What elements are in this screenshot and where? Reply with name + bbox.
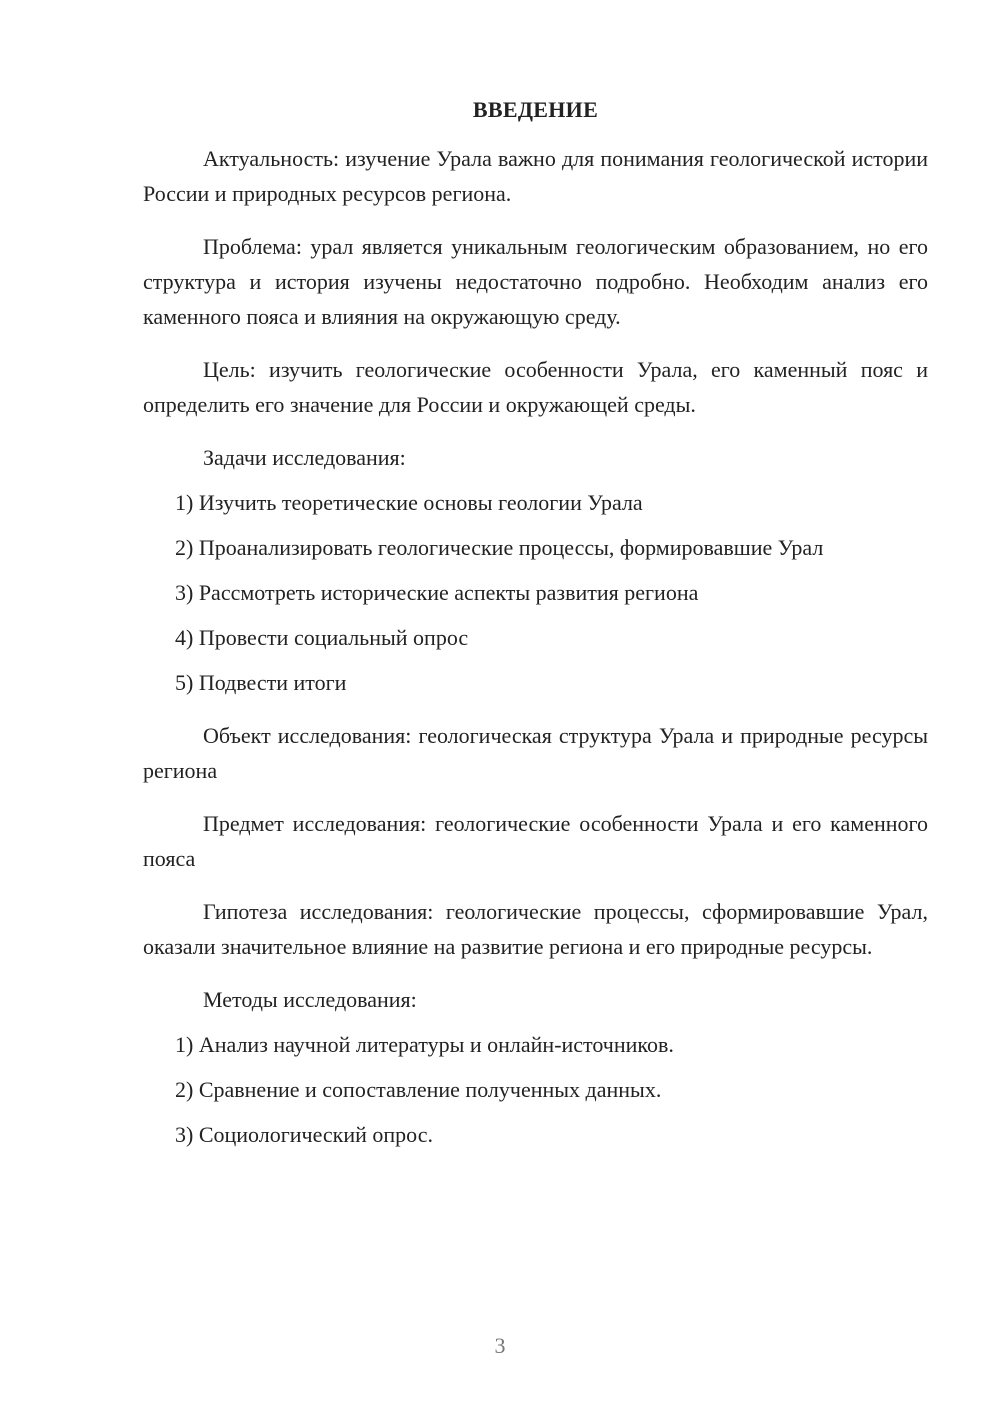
object-paragraph: Объект исследования: геологическая структура Урала и природные ресурсы региона (143, 723, 928, 783)
list-item: 3) Рассмотреть исторические аспекты развития региона (175, 580, 699, 605)
list-item: 2) Сравнение и сопоставление полученных данных. (175, 1077, 662, 1102)
section-title: ВВЕДЕНИЕ (472, 97, 599, 122)
list-item: 3) Социологический опрос. (175, 1122, 433, 1147)
tasks-list (143, 485, 928, 700)
goal-paragraph: Цель: изучить геологические особенности Урала, его каменный пояс и определить его значение для России и окружающей среды. (143, 357, 928, 417)
hypothesis-paragraph: Гипотеза исследования: геологические процессы, сформировавшие Урал, оказали значительное влияние на развитие региона и его природные ресурсы. (143, 899, 928, 959)
list-item: 1) Анализ научной литературы и онлайн-источников. (175, 1032, 674, 1057)
actuality-paragraph: Актуальность: изучение Урала важно для понимания геологической истории России и природных ресурсов региона. (143, 146, 928, 206)
list-item: 5) Подвести итоги (175, 670, 347, 695)
tasks-heading: Задачи исследования: (203, 445, 406, 470)
list-item: 2) Проанализировать геологические процессы, формировавшие Урал (175, 535, 824, 560)
methods-heading: Методы исследования: (203, 987, 417, 1012)
methods-list (143, 1027, 928, 1152)
page-number: 3 (494, 1333, 506, 1358)
document-page (143, 96, 928, 1162)
problem-paragraph: Проблема: урал является уникальным геологическим образованием, но его структура и история изучены недостаточно подробно. Необходим анализ его каменного пояса и влияния на окружающую среду. (143, 234, 928, 329)
list-item: 1) Изучить теоретические основы геологии Урала (175, 490, 643, 515)
list-item: 4) Провести социальный опрос (175, 625, 469, 650)
subject-paragraph: Предмет исследования: геологические особенности Урала и его каменного пояса (143, 811, 928, 871)
